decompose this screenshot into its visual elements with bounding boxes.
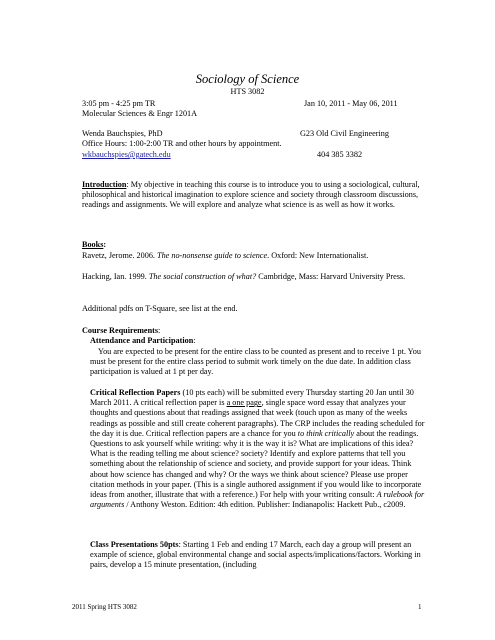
class-room: Molecular Sciences & Engr 1201A bbox=[82, 109, 198, 118]
phone-number: 404 385 3382 bbox=[317, 150, 363, 159]
book-entry-1: Ravetz, Jerome. 2006. The no-nonsense guide to science. Oxford: New Internationalist. bbox=[82, 251, 369, 260]
office-hours: Office Hours: 1:00-2:00 TR and other hours by appointment. bbox=[82, 139, 282, 148]
course-code: HTS 3082 bbox=[230, 87, 265, 96]
class-presentations-paragraph: Class Presentations 50pts: Starting 1 Feb and ending 17 March, each day a group will present an example of science, global environmental change and social aspects/implications/factors. Working in pairs, develop a 15 minute presentation, (including bbox=[90, 540, 421, 570]
introduction-heading: Introduction bbox=[82, 180, 127, 189]
office-location: G23 Old Civil Engineering bbox=[300, 129, 389, 138]
page-title: Sociology of Science bbox=[195, 72, 300, 86]
footer-course: 2011 Spring HTS 3082 bbox=[72, 603, 137, 611]
attendance-heading: Attendance and Participation: bbox=[90, 336, 196, 345]
books-heading: Books: bbox=[82, 240, 107, 249]
class-dates: Jan 10, 2011 - May 06, 2011 bbox=[304, 99, 398, 108]
book-entry-2: Hacking, Ian. 1999. The social construction of what? Cambridge, Mass: Harvard University Press. bbox=[82, 272, 406, 281]
class-time: 3:05 pm - 4:25 pm TR bbox=[82, 99, 156, 108]
page-number: 1 bbox=[418, 603, 422, 611]
email-link[interactable]: wkbauchspies@gatech.edu bbox=[82, 150, 171, 159]
attendance-paragraph: You are expected to be present for the entire class to be counted as present and to receive 1 pt. You must be present for the entire class period to submit work timely on the due date. In addition class participation is valued at 1 pt per day. bbox=[90, 347, 421, 377]
introduction-paragraph: Introduction: My objective in teaching this course is to introduce you to using a sociological, cultural, philosophical and historical imagination to explore science and society through classroom discussions, readings and assignments. We will explore and analyze what science is as well as how it works. bbox=[82, 180, 420, 210]
critical-reflection-paragraph: Critical Reflection Papers (10 pts each) will be submitted every Thursday starting 20 Jan until 30 March 2011. A critical reflection paper is a one page, single space word essay that analyzes your thoughts and questions about that readings assigned that week (touch upon as many of the weeks readings as possible and still create coherent paragraphs). The CRP includes the reading scheduled for the day it is due. Critical reflection papers are a chance for you to think critically about the readings. Questions to ask yourself while writing: why it is the way it is? What are implications of this idea? What is the reading telling me about science? society? Identify and explore patterns that tell you something about the relationship of science and society, and provide support for your ideas. Think about how science has changed and why? Or the ways we think about science? Please use proper citation methods in your paper. (This is a single authored assignment if you would like to incorporate ideas from another, illustrate that with a reference.) For help with your writing consult: A rulebook for arguments / Anthony Weston. Edition: 4th edition. Publisher: Indianapolis: Hackett Pub., c2009. bbox=[90, 388, 425, 510]
additional-pdfs-note: Additional pdfs on T-Square, see list at the end. bbox=[82, 304, 238, 313]
requirements-heading: Course Requirements: bbox=[82, 326, 161, 335]
instructor-name: Wenda Bauchspies, PhD bbox=[82, 129, 163, 138]
